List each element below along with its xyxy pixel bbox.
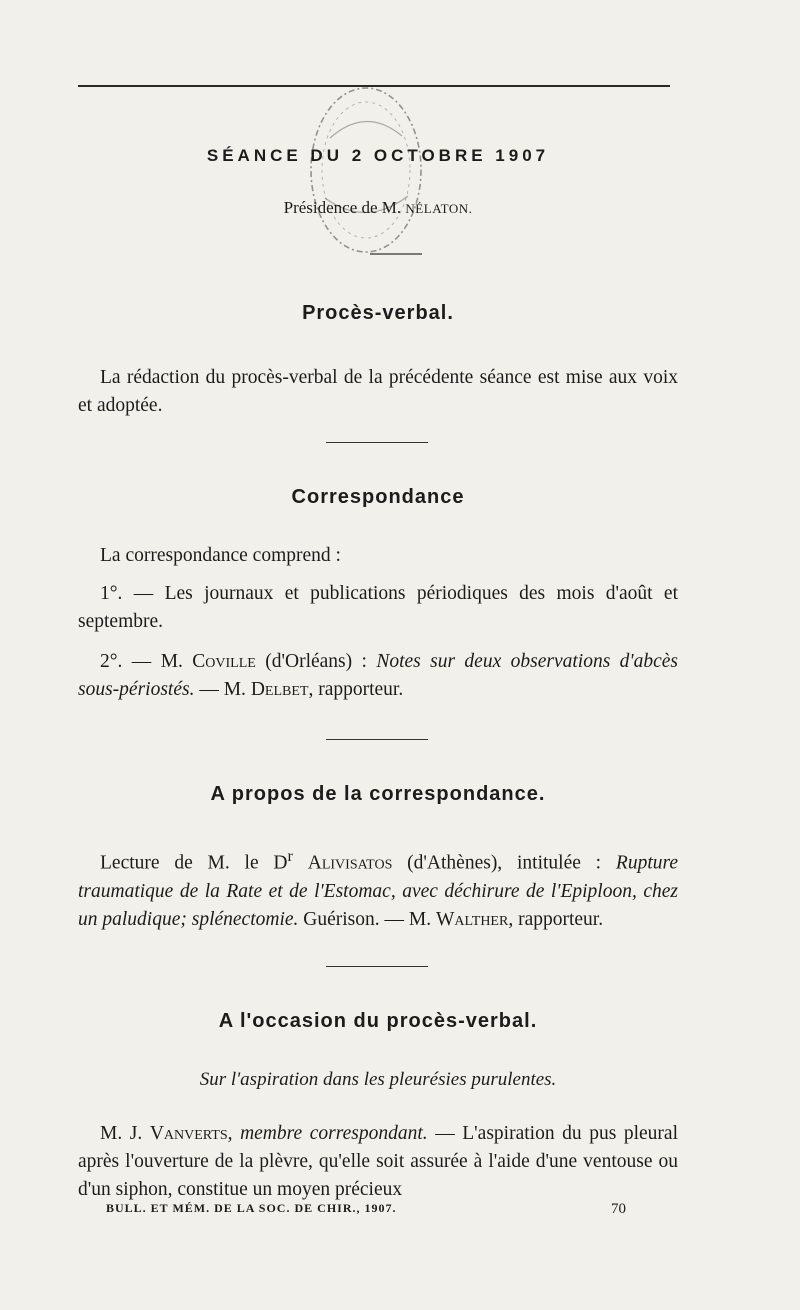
work-title: Rupture traumatique de la Rate et de l'Estomac, avec déchirure de l'Epiploon, chez un paludique; splénectomie. [78,852,679,930]
section-title-correspondance: Correspondance [291,486,465,508]
result-text: Guérison. — M. [298,908,436,930]
library-stamp [300,78,432,263]
author-name: Alivisatos [307,852,393,874]
author-name: Vanverts [149,1123,228,1144]
section-title-proces-verbal: Procès-verbal. [302,302,454,324]
footer-citation: BULL. ET MÉM. DE LA SOC. DE CHIR., 1907. [106,1201,397,1215]
section-title-a-propos: A propos de la correspondance. [210,783,546,805]
occasion-body: — L'aspiration du pus pleural après l'ouverture de la plèvre, qu'elle soit assurée à l'aide d'une ventouse ou d'un siphon, constitue un moyen précieux [78,1123,678,1200]
seance-heading: SÉANCE DU 2 OCTOBRE 1907 [206,146,550,165]
correspondance-intro: La correspondance comprend : [100,545,341,566]
proces-verbal-text: La rédaction du procès-verbal de la précédente séance est mise aux voix et adoptée. [78,367,678,416]
work-title: Notes sur deux observations d'abcès sous-périostés. [78,651,678,700]
presidence-prefix: Présidence de M. [283,198,406,217]
item2-prefix: 2°. — M. [100,651,193,672]
rapporteur-name: Walther [435,908,509,930]
correspondance-item-1: 1°. — Les journaux et publications périodiques des mois d'août et septembre. [78,583,678,632]
a-propos-text [78,842,678,934]
page-number: 70 [611,1201,626,1217]
rapporteur-name: Delbet [250,679,309,700]
a-propos-suffix: , rapporteur. [508,908,604,930]
author-name: Coville [192,651,256,672]
author-place: (d'Athènes), intitulée : [392,852,616,874]
correspondance-item-2 [78,648,678,704]
page-footer [106,1201,626,1218]
section-divider [326,739,428,740]
section-divider [326,966,428,967]
occasion-subtitle: Sur l'aspiration dans les pleurésies purulentes. [199,1069,557,1090]
occasion-prefix: M. J. [100,1123,150,1144]
section-title-occasion: A l'occasion du procès-verbal. [218,1010,538,1032]
doctor-superscript: r [287,847,293,865]
occasion-text: M. J. Vanverts, membre correspondant. — L'aspiration du pus pleural après l'ouverture de la plèvre, qu'elle soit assurée à l'aide d'une ventouse ou d'un siphon, constitue un moyen précieux [78,1123,678,1200]
section-divider [326,442,428,443]
presidence-line [78,198,678,218]
author-place: (d'Orléans) : [255,651,377,672]
president-name: NÉLATON. [405,201,473,216]
author-role: membre correspondant. [240,1123,428,1144]
item2-separator: — M. [194,679,251,700]
item2-suffix: , rapporteur. [308,679,404,700]
lecture-prefix: Lecture de M. le D [100,852,288,874]
